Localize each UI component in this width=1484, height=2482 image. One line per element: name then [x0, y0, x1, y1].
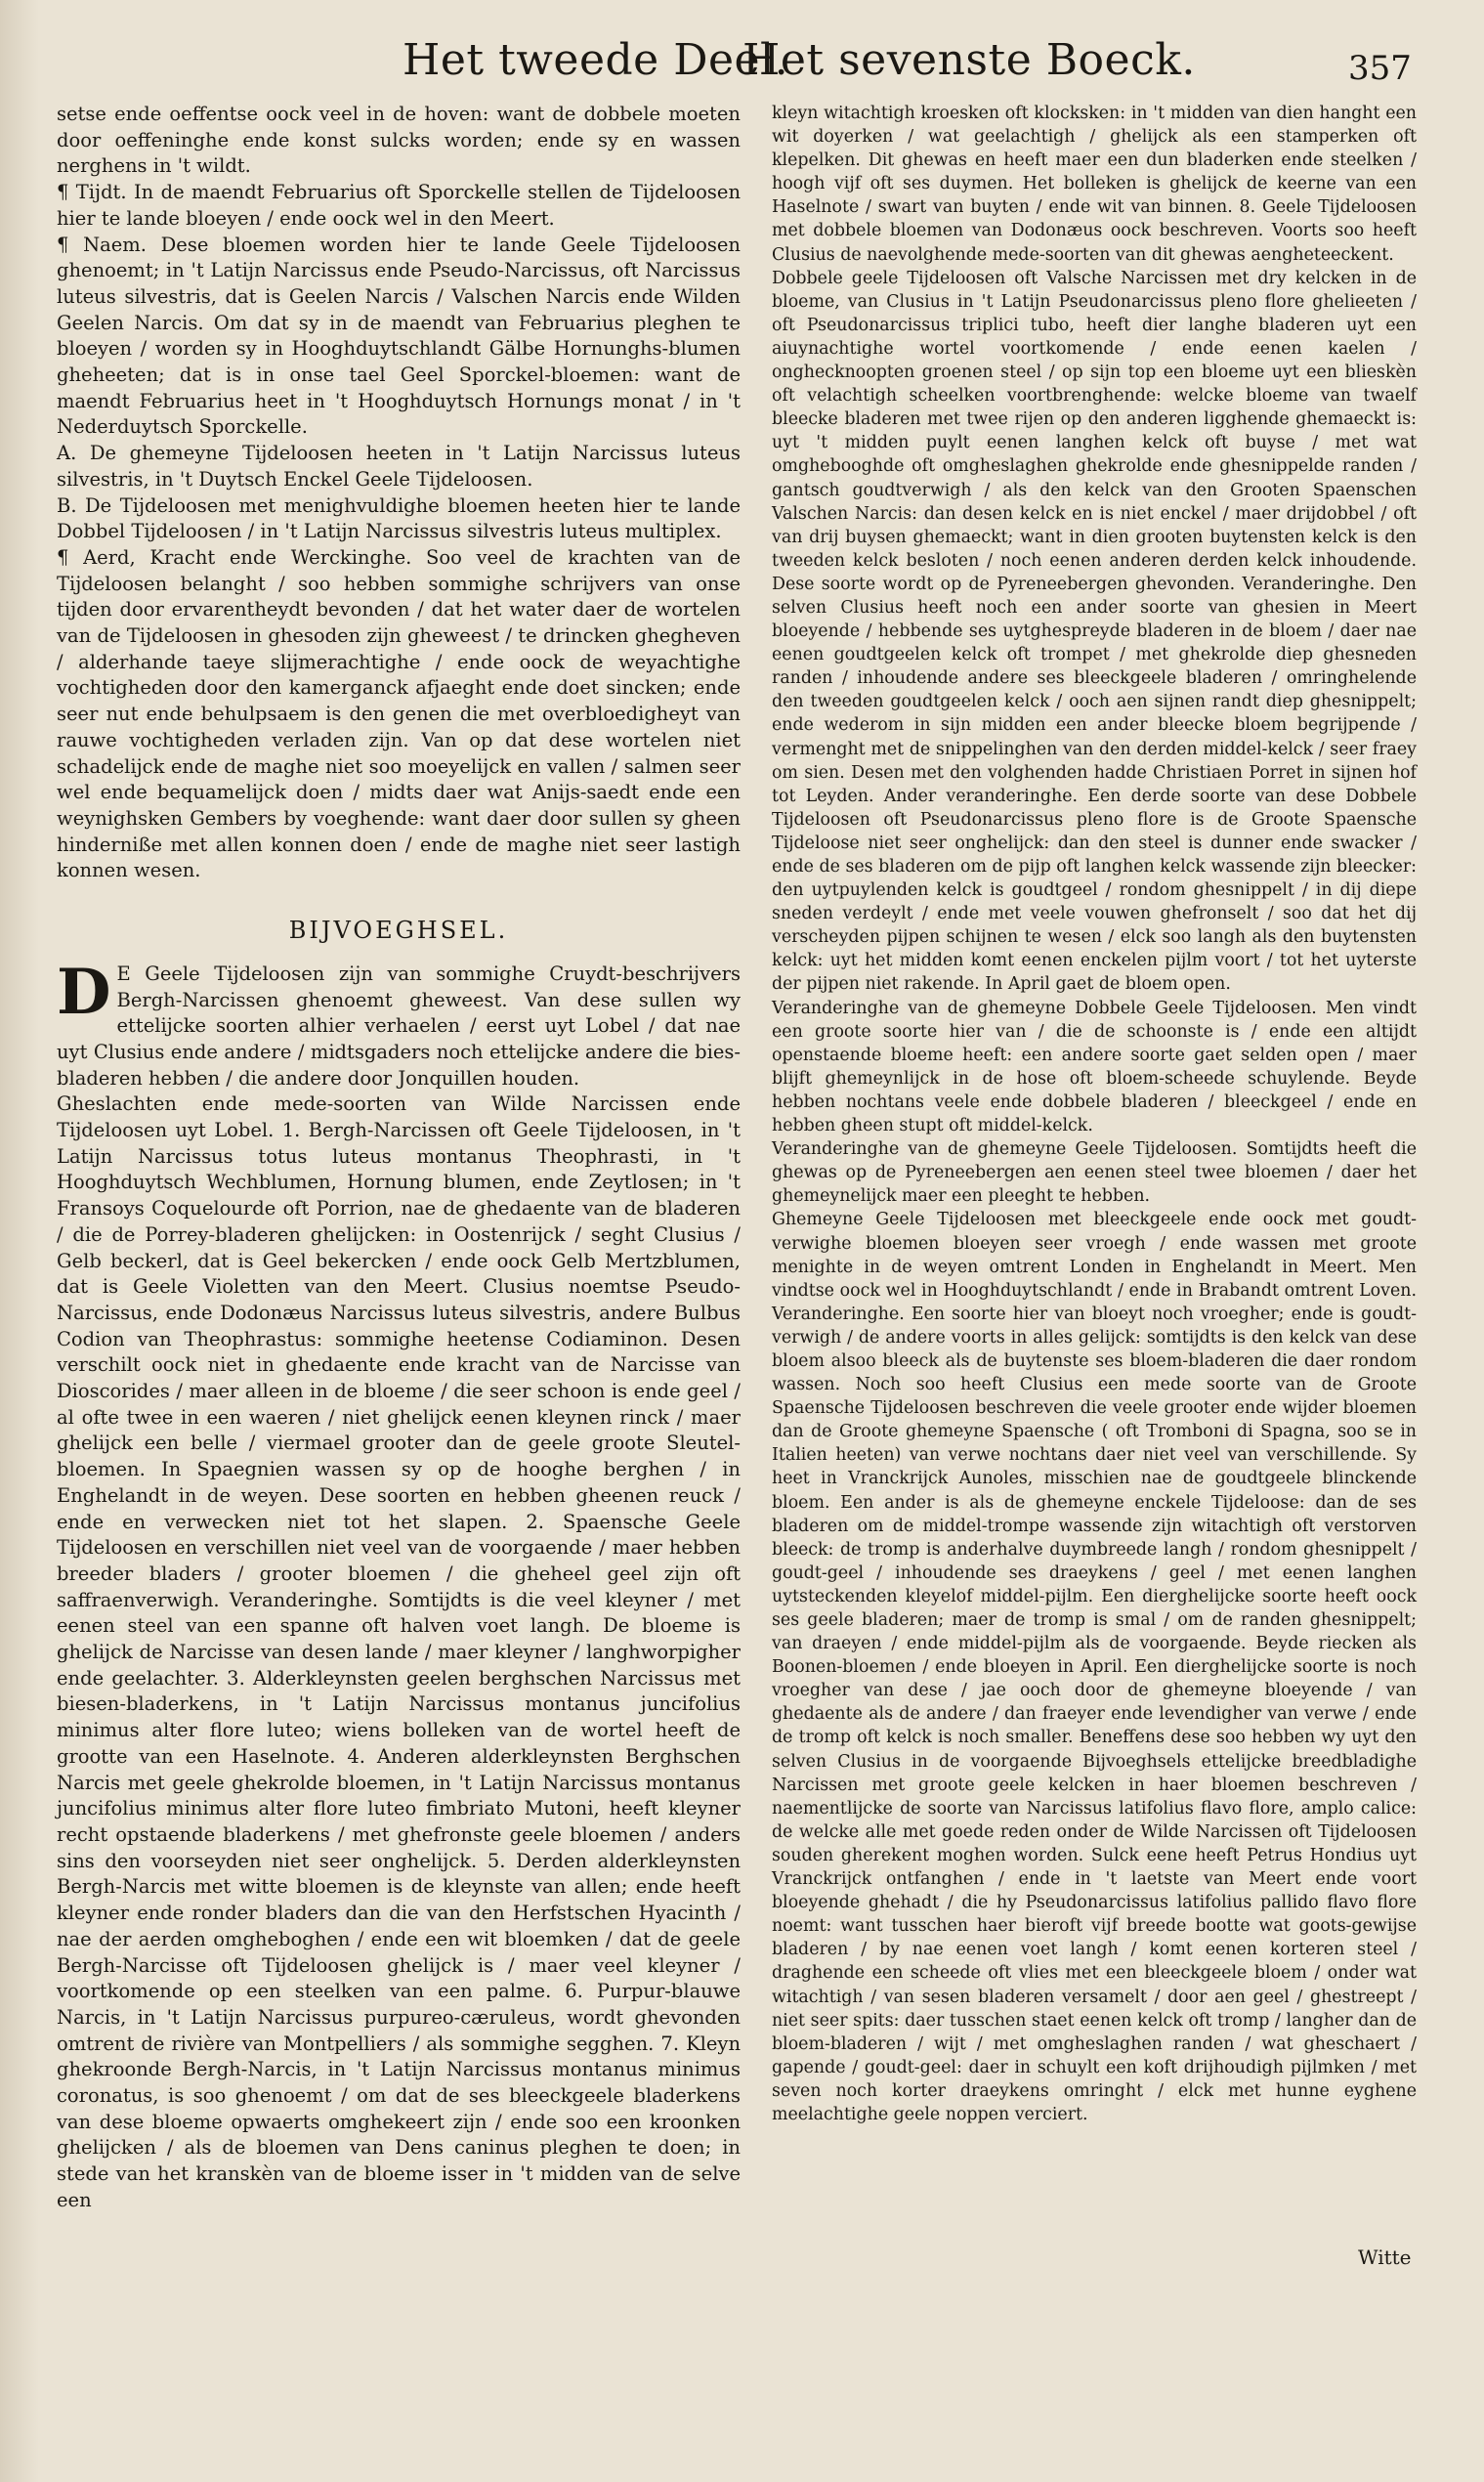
- right-paragraph: Ghemeyne Geele Tijdeloosen met bleeckgeele ende oock met goudt-verwighe bloemen bloeyen seer vroegh / ende wassen met groote menighte in de weyen omtrent Londen in Enghelandt in Meert. Men vindtse oock wel in Hooghduytschlandt / ende in Brabandt omtrent Loven. Veranderinghe. Een soorte hier van bloeyt noch vroegher; ende is goudt-verwigh / de andere voorts in alles gelijck: somtijdts is den kelck van dese bloem alsoo bleeck als de buytenste ses bloem-bladeren die daer rondom wassen. Noch soo heeft Clusius een mede soorte van de Groote Spaensche Tijdeloosen beschreven die veele grooter ende wijder bloemen dan de Groote ghemeyne Spaensche ( oft Tromboni di Spagna, soo se in Italien heeten) van verwe nochtans daer niet veel van verschillende. Sy heet in Vranckrijck Aunoles, misschien nae de goudtgeele blinckende bloem. Een ander is als de ghemeyne enckele Tijdeloose: dan de ses bladeren om de middel-trompe wassende zijn witachtigh oft verstorven bleeck: de tromp is anderhalve duymbreede langh / rondom ghesnippelt / goudt-geel / inhoudende ses draeykens / geel / met eenen langhen uytsteckenden kleyelof middel-pijlm. Een dierghelijcke soorte heeft oock ses geele bladeren; maer de tromp is smal / om de randen ghesnippelt; van draeyen / ende middel-pijlm als de voorgaende. Beyde riecken als Boonen-bloemen / ende bloeyen in April. Een dierghelijcke soorte is noch vroegher van dese / jae ooch door de ghemeyne bloeyende / van ghedaente als de andere / dan fraeyer ende levendigher van verwe / ende de tromp oft kelck is noch smaller. Beneffens dese soo hebben wy uyt den selven Clusius in de voorgaende Bijvoeghsels ettelijcke breedbladighe Narcissen met groote geele kelcken in haer bloemen beschreven / naementlijcke de soorte van Narcissus latifolius flavo flore, amplo calice: de welcke alle met goede reden onder de Wilde Narcissen oft Tijdeloosen souden gherekent moghen worden. Sulck eene heeft Petrus Hondius uyt Vranckrijck ontfanghen / ende in 't laetste van Meert ende voort bloeyende ghehadt / die hy Pseudonarcissus latifolius pallido flavo flore noemt: want tusschen haer bieroft vijf breede bootte wat goots-gewijse bladeren / by nae eenen voet langh / komt eenen korteren steel / draghende een scheede oft vlies met een bleeckgeele bloem / onder wat witachtigh / van sesen bladeren versamelt / door aen geel / ghestreept / niet seer spits: daer tusschen staet eenen kelck oft tromp / langher dan de bloem-bladeren / wijt / met omgheslaghen randen / wat gheschaert / gapende / goudt-geel: daer in schuylt een koft drijhoudigh pijlmken / met seven noch korter draeykens omringht / elck met hunne eyghene meelachtighe geele noppen verciert.: [772, 1210, 1417, 2124]
- right-column: [772, 102, 1417, 2126]
- page-gutter-shadow: [0, 0, 39, 2482]
- section-heading: BIJVOEGHSEL.: [288, 917, 509, 945]
- left-column: [57, 102, 741, 2214]
- right-paragraph: Veranderinghe van de ghemeyne Geele Tijdeloosen. Somtijdts heeft die ghewas op de Pyreneebergen aen eenen steel twee bloemen / daer het ghemeynelijck maer een pleeght te hebben.: [772, 1139, 1417, 1207]
- left-paragraph: ¶ Tijdt. In de maendt Februarius oft Sporckelle stellen de Tijdeloosen hier te lande bloeyen / ende oock wel in den Meert.: [57, 181, 741, 230]
- right-paragraph: Veranderinghe van de ghemeyne Dobbele Geele Tijdeloosen. Men vindt een groote soorte hier van / die de schoonste is / ende een altijdt openstaende bloeme heeft: een andere soorte gaet selden open / maer blijft ghemeynlijck in de hose oft bloem-scheede schuylende. Beyde hebben nochtans veele ende dobbele bladeren / bleeckgeel / ende en hebben gheen stupt oft middel-kelck.: [772, 998, 1417, 1136]
- catchword: Witte: [1358, 2246, 1412, 2269]
- left-paragraph: DE Geele Tijdeloosen zijn van sommighe Cruydt-beschrijvers Bergh-Narcissen ghenoemt gheweest. Van dese sullen wy ettelijcke soorten alhier verhaelen / eerst uyt Lobel / dat nae uyt Clusius ende andere / midtsgaders noch ettelijcke andere die bies-bladeren hebben / die andere door Jonquillen houden.: [57, 955, 741, 1090]
- left-paragraph: ¶ Aerd, Kracht ende Werckinghe. Soo veel de krachten van de Tijdeloosen belanght / soo hebben sommighe schrijvers van onse tijden door ervarentheydt bevonden / dat het water daer de wortelen van de Tijdeloosen in ghesoden zijn gheweest / te drincken ghegheven / alderhande taeye slijmerachtighe / ende oock de weyachtighe vochtigheden door den kamerganck afjaeght ende doet sincken; ende seer nut ende behulpsaem is den genen die met overbloedigheyt van rauwe vochtigheden verladen zijn. Van op dat dese wortelen niet schadelijck ende de maghe niet soo moeyelijck en vallen / salmen seer wel ende bequamelijck doen / midts daer wat Anijs-saedt ende een weynighsken Gembers by voeghende: want daer door sullen sy gheen hinderniße met allen konnen doen / ende de maghe niet seer lastigh konnen wesen.: [57, 545, 741, 882]
- running-header: [0, 35, 1484, 94]
- left-paragraph: B. De Tijdeloosen met menighvuldighe bloemen heeten hier te lande Dobbel Tijdeloosen / in 't Latijn Narcissus silvestris luteus multiplex.: [57, 493, 741, 543]
- page-number: 357: [1348, 49, 1412, 88]
- left-paragraph: setse ende oeffentse oock veel in de hoven: want de dobbele moeten door oeffeninghe ende konst sulcks worden; ende sy en wassen nerghens in 't wildt.: [57, 103, 741, 178]
- left-paragraph: ¶ Naem. Dese bloemen worden hier te lande Geele Tijdeloosen ghenoemt; in 't Latijn Narcissus ende Pseudo-Narcissus, oft Narcissus luteus silvestris, dat is Geelen Narcis / Valschen Narcis ende Wilden Geelen Narcis. Om dat sy in de maendt van Februarius pleghen te bloeyen / worden sy in Hooghduytschlandt Gälbe Hornunghs-blumen gheheeten; dat is in onse tael Geel Sporckel-bloemen: want de maendt Februarius heet in 't Hooghduytsch Hornungs monat / in 't Nederduytsch Sporckelle.: [57, 233, 741, 439]
- header-book-title: Het sevenste Boeck.: [742, 35, 1196, 85]
- left-paragraph: A. De ghemeyne Tijdeloosen heeten in 't Latijn Narcissus luteus silvestris, in 't Duytsch Enckel Geele Tijdeloosen.: [57, 442, 741, 491]
- header-part-title: Het tweede Deel.: [403, 35, 789, 85]
- right-paragraph: Dobbele geele Tijdeloosen oft Valsche Narcissen met dry kelcken in de bloeme, van Clusius in 't Latijn Pseudonarcissus pleno flore ghelieeten / oft Pseudonarcissus triplici tubo, heeft dier langhe bladeren uyt een aiuynachtighe wortel voortkomende / ende eenen kaelen / onghecknoopten groenen steel / op sijn top een bloeme uyt een blieskèn oft velachtigh scheelken voortbrenghende: welcke bloeme van twaelf bleecke bladeren met twee rijen op den anderen ligghende ghemaeckt is: uyt 't midden puylt eenen langhen kelck oft buyse / met wat omghebooghde oft omgheslaghen ghekrolde ende ghesnippelde randen / gantsch goudtverwigh / als den kelck van den Grooten Spaenschen Valschen Narcis: dan desen kelck en is niet enckel / maer drijdobbel / oft van drij buysen ghemaeckt; want in dien grooten buytensten kelck is den tweeden kelck besloten / noch eenen anderen derden kelck inhoudende. Dese soorte wordt op de Pyreneebergen ghevonden. Veranderinghe. Den selven Clusius heeft noch een ander soorte van ghesien in Meert bloeyende / hebbende ses uytghespreyde bladeren in de bloem / daer nae eenen goudtgeelen kelck oft trompet / met ghekrolde diep ghesneden randen / inhoudende andere ses bleeckgeele bladeren / omringhelende den tweeden goudtgeelen kelck / ooch aen sijnen randt diep ghesnippelt; ende wederom in sijn midden een ander bleecke bloem begrijpende / vermenght met de snippelinghen van den derden middel-kelck / seer fraey om sien. Desen met den volghenden hadde Christiaen Porret in sijnen hof tot Leyden. Ander veranderinghe. Een derde soorte van dese Dobbele Tijdeloosen oft Pseudonarcissus pleno flore is de Groote Spaensche Tijdeloose niet seer onghelijck: dan den steel is dunner ende swacker / ende de ses bladeren om de pijp oft langhen kelck wassende zijn bleecker: den uytpuylenden kelck is goudtgeel / rondom ghesnippelt / in dij diepe sneden verdeylt / ende met veele vouwen ghefronselt / soo dat het dij verscheyden pijpen schijnen te wesen / elck soo langh als den buytensten kelck: uyt het midden komt eenen enckelen pijlm voort / tot het uyterste der pijpen niet rakende. In April gaet de bloem open.: [772, 268, 1417, 995]
- right-paragraph: kleyn witachtigh kroesken oft klocksken: in 't midden van dien hanght een wit doyerken / wat geelachtigh / ghelijck als een stamperken oft klepelken. Dit ghewas en heeft maer een dun bladerken ende steelken / hoogh vijf oft ses duymen. Het bolleken is ghelijck de keerne van een Haselnote / swart van buyten / ende wit van binnen. 8. Geele Tijdeloosen met dobbele bloemen van Dodonæus oock beschreven. Voorts soo heeft Clusius de naevolghende mede-soorten van dit ghewas aengheteeckent.: [772, 104, 1417, 265]
- left-paragraph: Gheslachten ende mede-soorten van Wilde Narcissen ende Tijdeloosen uyt Lobel. 1. Bergh-Narcissen oft Geele Tijdeloosen, in 't Latijn Narcissus totus luteus montanus Theophrasti, in 't Hooghduytsch Wechblumen, Hornung blumen, ende Zeytlosen; in 't Fransoys Coquelourde oft Porrion, nae de ghedaente van de bladeren / die de Porrey-bladeren ghelijcken: in Oostenrijck / seght Clusius / Gelb beckerl, dat is Geel bekercken / ende oock Gelb Mertzblumen, dat is Geele Violetten van den Meert. Clusius noemtse Pseudo-Narcissus, ende Dodonæus Narcissus luteus silvestris, andere Bulbus Codion van Theophrastus: sommighe heetense Codiaminon. Desen verschilt oock niet in ghedaente ende kracht van de Narcisse van Dioscorides / maer alleen in de bloeme / die seer schoon is ende geel / al ofte twee in een waeren / niet ghelijck eenen kleynen rinck / maer ghelijck een belle / viermael grooter dan de geele groote Sleutel-bloemen. In Spaegnien wassen sy op de hooghe berghen / in Enghelandt in de weyen. Dese soorten en hebben gheenen reuck / ende en verwecken niet tot het slapen. 2. Spaensche Geele Tijdeloosen en verschillen niet veel van de voorgaende / maer hebben breeder bladers / grooter bloemen / die gheheel geel zijn oft saffraenverwigh. Veranderinghe. Somtijdts is die veel kleyner / met eenen steel van een spanne oft halven voet langh. De bloeme is ghelijck de Narcisse van desen lande / maer kleyner / langhworpigher ende geelachter. 3. Alderkleynsten geelen berghschen Narcissus met biesen-bladerkens, in 't Latijn Narcissus montanus juncifolius minimus alter flore luteo; wiens bolleken van de wortel heeft de grootte van een Haselnote. 4. Anderen alderkleynsten Berghschen Narcis met geele ghekrolde bloemen, in 't Latijn Narcissus montanus juncifolius minimus alter flore luteo fimbriato Mutoni, heeft kleyner recht opstaende bladerkens / met ghefronste geele bloemen / anders sins den voorseyden niet seer onghelijck. 5. Derden alderkleynsten Bergh-Narcis met witte bloemen is de kleynste van allen; ende heeft kleyner ende ronder bladers dan die van den Herfstschen Hyacinth / nae der aerden omgheboghen / ende een wit bloemken / dat de geele Bergh-Narcisse oft Tijdeloosen ghelijck is / maer veel kleyner / voortkomende op een steelken van een palme. 6. Purpur-blauwe Narcis, in 't Latijn Narcissus purpureo-cæruleus, wordt ghevonden omtrent de rivière van Montpelliers / als sommighe segghen. 7. Kleyn ghekroonde Bergh-Narcis, in 't Latijn Narcissus montanus minimus coronatus, is soo ghenoemt / om dat de ses bleeckgeele bladerkens van dese bloeme opwaerts omghekeert zijn / ende soo een kroonken ghelijcken / als de bloemen van Dens caninus pleghen te doen; in stede van het kranskèn van de bloeme isser in 't midden van de selve een: [57, 1092, 741, 2211]
